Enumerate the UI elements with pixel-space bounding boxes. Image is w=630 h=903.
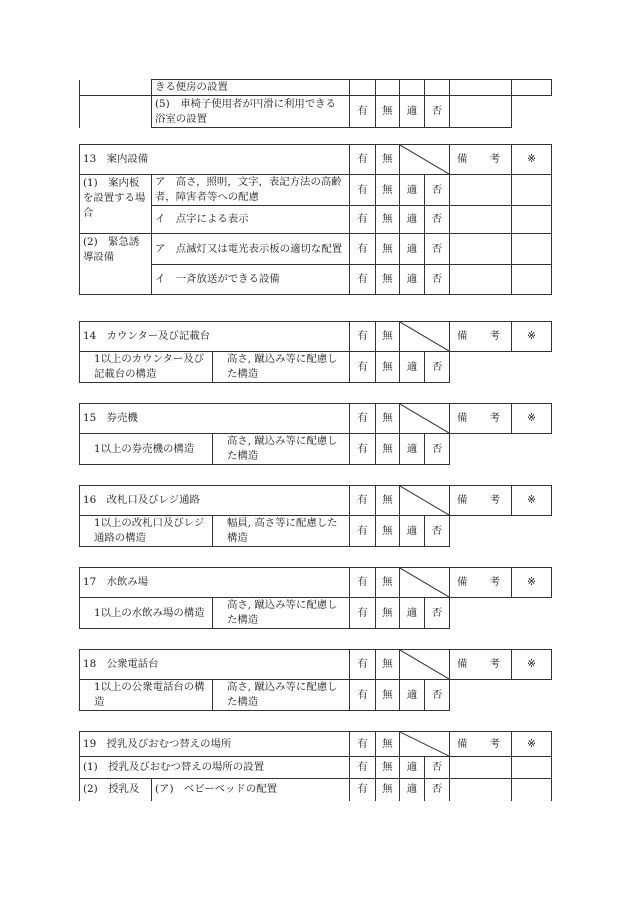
group-label: (2) 授乳及 (80, 779, 152, 801)
remarks-header: 備 考 (450, 404, 512, 434)
mark-cell[interactable] (512, 757, 552, 779)
yes-header: 有 (350, 322, 376, 352)
remarks-cell[interactable] (450, 779, 512, 801)
item-left: 1以上の改札口及びレジ通路の構造 (80, 516, 213, 547)
ng-cell[interactable]: 否 (425, 516, 450, 547)
ok-cell[interactable]: 適 (400, 598, 425, 629)
table-section-13 (79, 144, 552, 295)
remarks-cell[interactable] (450, 175, 512, 206)
item-right: 高さ, 蹴込み等に配慮した構造 (213, 598, 350, 629)
section-title: 18 公衆電話台 (80, 650, 350, 680)
no-cell[interactable]: 無 (376, 265, 400, 295)
item-text: ア 点滅灯又は電光表示板の適切な配置 (152, 234, 350, 265)
diagonal-cell (400, 486, 450, 516)
diagonal-cell (400, 322, 450, 352)
item-text: イ 点字による表示 (152, 206, 350, 234)
mark-cell[interactable] (512, 206, 552, 234)
no-header: 無 (376, 650, 400, 680)
yes-cell[interactable]: 有 (350, 352, 376, 383)
remarks-cell[interactable] (450, 206, 512, 234)
yes-cell[interactable]: 有 (350, 598, 376, 629)
yes-header: 有 (350, 404, 376, 434)
yes-cell[interactable]: 有 (350, 680, 376, 711)
mark-cell[interactable] (512, 234, 552, 265)
blank-cell (450, 598, 552, 629)
item-left: 1以上の水飲み場の構造 (80, 598, 213, 629)
mark-header: ※ (512, 404, 552, 434)
yes-cell[interactable]: 有 (350, 434, 376, 465)
mark-header: ※ (512, 486, 552, 516)
item-text: (ア) ベビーベッドの配置 (152, 779, 350, 801)
remarks-header: 備 考 (450, 732, 512, 757)
no-cell[interactable]: 無 (376, 234, 400, 265)
yes-cell[interactable]: 有 (350, 265, 376, 295)
group-label: (2) 緊急誘導設備 (80, 234, 152, 295)
yes-header: 有 (350, 568, 376, 598)
yes-cell[interactable]: 有 (350, 757, 376, 779)
diagonal-cell (400, 404, 450, 434)
yes-cell[interactable]: 有 (350, 206, 376, 234)
ok-cell[interactable]: 適 (400, 779, 425, 801)
blank-cell (80, 80, 152, 96)
ng-cell[interactable]: 否 (425, 680, 450, 711)
item-right: 幅員, 高さ等に配慮した構造 (213, 516, 350, 547)
blank-cell (450, 434, 552, 465)
no-header: 無 (376, 145, 400, 175)
ng-cell[interactable]: 否 (425, 598, 450, 629)
ok-cell[interactable]: 適 (400, 175, 425, 206)
ok-cell[interactable]: 適 (400, 206, 425, 234)
diagonal-cell (400, 732, 450, 757)
item-left: 1以上のカウンター及び記載台の構造 (80, 352, 213, 383)
diagonal-cell (400, 568, 450, 598)
mark-header: ※ (512, 568, 552, 598)
blank-cell (450, 352, 552, 383)
no-cell[interactable]: 無 (376, 598, 400, 629)
yes-cell[interactable]: 有 (350, 779, 376, 801)
remarks-cell[interactable] (450, 265, 512, 295)
section-title: 16 改札口及びレジ通路 (80, 486, 350, 516)
yes-header: 有 (350, 145, 376, 175)
ok-cell[interactable]: 適 (400, 234, 425, 265)
no-header: 無 (376, 404, 400, 434)
no-cell[interactable]: 無 (376, 680, 400, 711)
ok-cell[interactable]: 適 (400, 516, 425, 547)
yes-cell[interactable]: 有 (350, 234, 376, 265)
section-title: 13 案内設備 (80, 145, 350, 175)
yes-header: 有 (350, 486, 376, 516)
table-section-17 (79, 567, 552, 629)
remarks-header: 備 考 (450, 322, 512, 352)
blank-cell (450, 516, 552, 547)
mark-header: ※ (512, 650, 552, 680)
no-cell[interactable]: 無 (376, 206, 400, 234)
mark-header: ※ (512, 322, 552, 352)
ng-cell[interactable]: 否 (425, 757, 450, 779)
table-section-19 (79, 731, 552, 801)
no-cell[interactable]: 無 (376, 779, 400, 801)
ok-cell[interactable]: 適 (400, 434, 425, 465)
table-section-16 (79, 485, 552, 547)
group-label: (1) 案内板を設置する場合 (80, 175, 152, 234)
item-text: イ 一斉放送ができる設備 (152, 265, 350, 295)
ok-cell[interactable]: 適 (400, 757, 425, 779)
item-left: 1以上の券売機の構造 (80, 434, 213, 465)
no-cell[interactable]: 無 (376, 516, 400, 547)
item-text: (1) 授乳及びおむつ替えの場所の設置 (80, 757, 350, 779)
section-title: 17 水飲み場 (80, 568, 350, 598)
no-cell[interactable]: 無 (376, 757, 400, 779)
no-cell[interactable]: 無 (376, 434, 400, 465)
mark-cell[interactable] (512, 175, 552, 206)
section-title: 19 授乳及びおむつ替えの場所 (80, 732, 350, 757)
remarks-cell[interactable] (450, 234, 512, 265)
ok-cell[interactable]: 適 (400, 96, 425, 128)
ng-cell[interactable]: 否 (425, 96, 450, 128)
no-header: 無 (376, 568, 400, 598)
no-cell[interactable]: 無 (376, 352, 400, 383)
table-top-continuation (79, 79, 552, 128)
item-right: 高さ, 蹴込み等に配慮した構造 (213, 680, 350, 711)
no-header: 無 (376, 732, 400, 757)
ng-cell[interactable]: 否 (425, 265, 450, 295)
blank-cell (80, 96, 152, 128)
item-right: 高さ, 蹴込み等に配慮した構造 (213, 434, 350, 465)
table-section-18 (79, 649, 552, 711)
diagonal-cell (400, 145, 450, 175)
item-right: 高さ, 蹴込み等に配慮した構造 (213, 352, 350, 383)
no-cell[interactable]: 無 (376, 175, 400, 206)
ng-cell[interactable]: 否 (425, 206, 450, 234)
ok-cell[interactable]: 適 (400, 352, 425, 383)
mark-cell[interactable] (512, 779, 552, 801)
remarks-header: 備 考 (450, 568, 512, 598)
ng-cell[interactable]: 否 (425, 779, 450, 801)
remarks-header: 備 考 (450, 486, 512, 516)
no-cell[interactable]: 無 (376, 96, 400, 128)
table-section-14 (79, 321, 552, 383)
mark-header: ※ (512, 732, 552, 757)
item-text: ア 高さ，照明，文字，表記方法の高齢者，障害者等への配慮 (152, 175, 350, 206)
remarks-cell[interactable] (450, 757, 512, 779)
ng-cell[interactable]: 否 (425, 352, 450, 383)
blank-cell (512, 96, 552, 128)
yes-header: 有 (350, 650, 376, 680)
table-section-15 (79, 403, 552, 465)
mark-header: ※ (512, 145, 552, 175)
ng-cell[interactable]: 否 (425, 234, 450, 265)
ok-cell[interactable]: 適 (400, 265, 425, 295)
yes-cell[interactable]: 有 (350, 516, 376, 547)
no-header: 無 (376, 486, 400, 516)
item-text: (5) 車椅子使用者が円滑に利用できる浴室の設置 (152, 96, 350, 128)
ng-cell[interactable]: 否 (425, 175, 450, 206)
blank-cell (450, 680, 552, 711)
ok-cell[interactable]: 適 (400, 680, 425, 711)
yes-cell[interactable]: 有 (350, 175, 376, 206)
section-title: 14 カウンター及び記載台 (80, 322, 350, 352)
item-left: 1以上の公衆電話台の構造 (80, 680, 213, 711)
yes-cell[interactable]: 有 (350, 96, 376, 128)
mark-cell[interactable] (512, 265, 552, 295)
remarks-header: 備 考 (450, 145, 512, 175)
remarks-cell[interactable] (450, 96, 512, 128)
diagonal-cell (400, 650, 450, 680)
remarks-header: 備 考 (450, 650, 512, 680)
no-header: 無 (376, 322, 400, 352)
ng-cell[interactable]: 否 (425, 434, 450, 465)
item-text: きる便房の設置 (152, 80, 350, 96)
section-title: 15 券売機 (80, 404, 350, 434)
yes-header: 有 (350, 732, 376, 757)
mark-cell (512, 80, 552, 96)
